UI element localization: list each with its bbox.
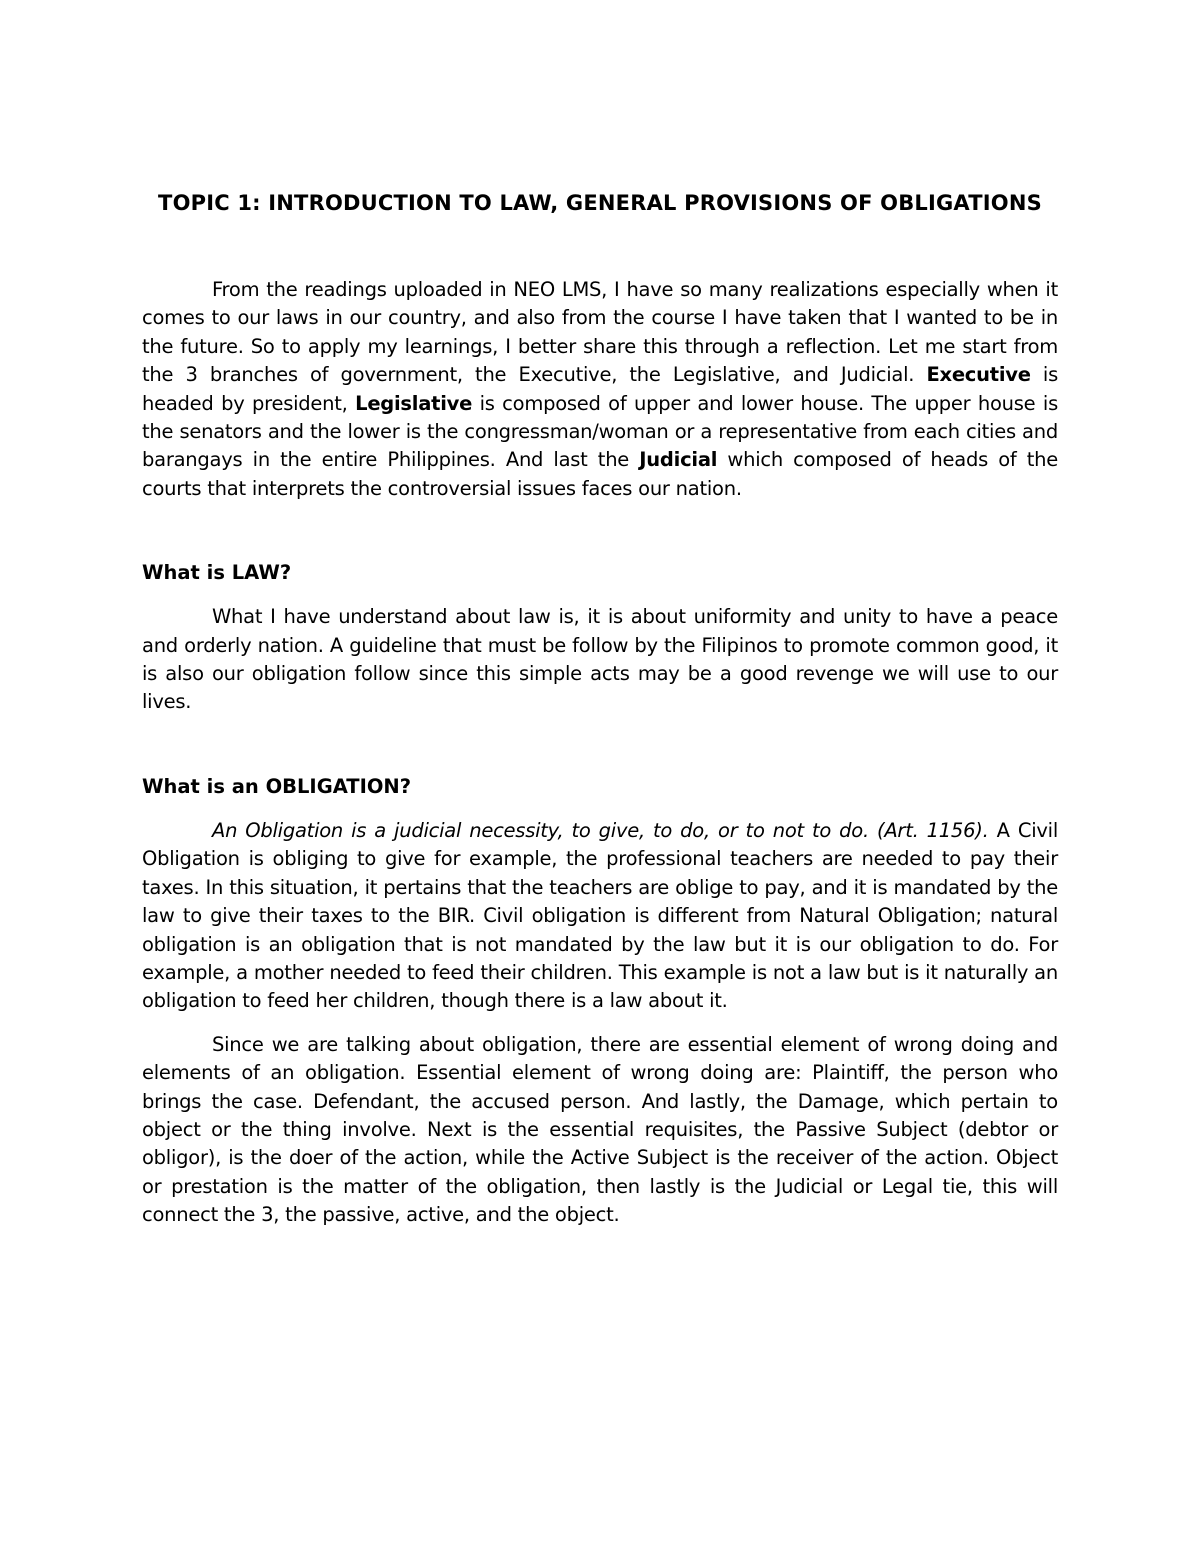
- intro-text-part4: which composed of heads of the courts that interprets the controversial issues faces our nation.: [142, 448, 1059, 500]
- legislative-label: Legislative: [355, 391, 473, 415]
- judicial-label: Judicial: [639, 448, 718, 472]
- intro-text-part1: From the readings uploaded in NEO LMS, I have so many realizations especially when it comes to our laws in our country, and also from the course I have taken that I wanted to be in the future. So to apply my learnings, I better share this through a reflection. Let me start from the 3 branches of government, the Executive, the Legislative, and Judicial.: [142, 278, 1058, 387]
- obligation-heading: What is an OBLIGATION?: [142, 774, 412, 798]
- intro-text-part3: is composed of upper and lower house. The upper house is the senators and the lower is the congressman/woman or a representative from each cities and barangays in the entire Philippines. And last the: [142, 391, 1058, 472]
- obligation-paragraph: [142, 817, 1058, 1016]
- document-title: TOPIC 1: INTRODUCTION TO LAW, GENERAL PROVISIONS OF OBLIGATIONS: [158, 191, 1042, 215]
- intro-paragraph: [142, 276, 1058, 503]
- intro-text-part2: is headed by president,: [142, 363, 1058, 415]
- obligation-body: A Civil Obligation is obliging to give for example, the professional teachers are needed to pay their taxes. In this situation, it pertains that the teachers are oblige to pay, and it is mandated by the law to give their taxes to the BIR. Civil obligation is different from Natural Obligation; natural obligation is an obligation that is not mandated by the law but it is our obligation to do. For example, a mother needed to feed their children. This example is not a law but is it naturally an obligation to feed her children, though there is a law about it.: [142, 818, 1058, 1013]
- obligation-definition: An Obligation is a judicial necessity, to give, to do, or to not to do. (Art. 1156).: [212, 818, 989, 842]
- law-paragraph: What I have understand about law is, it is about uniformity and unity to have a peace and orderly nation. A guideline that must be follow by the Filipinos to promote common good, it is also our obligation follow since this simple acts may be a good revenge we will use to our lives.: [142, 605, 1058, 714]
- document-page: [142, 186, 1058, 1230]
- law-heading: What is LAW?: [142, 561, 292, 585]
- elements-paragraph: Since we are talking about obligation, there are essential element of wrong doing and elements of an obligation. Essential element of wrong doing are: Plaintiff, the person who brings the case. Defendant, the accused person. And lastly, the Damage, which pertain to object or the thing involve. Next is the essential requisites, the Passive Subject (debtor or obligor), is the doer of the action, while the Active Subject is the receiver of the action. Object or prestation is the matter of the obligation, then lastly is the Judicial or Legal tie, this will connect the 3, the passive, active, and the object.: [142, 1032, 1058, 1227]
- executive-label: Executive: [926, 363, 1031, 387]
